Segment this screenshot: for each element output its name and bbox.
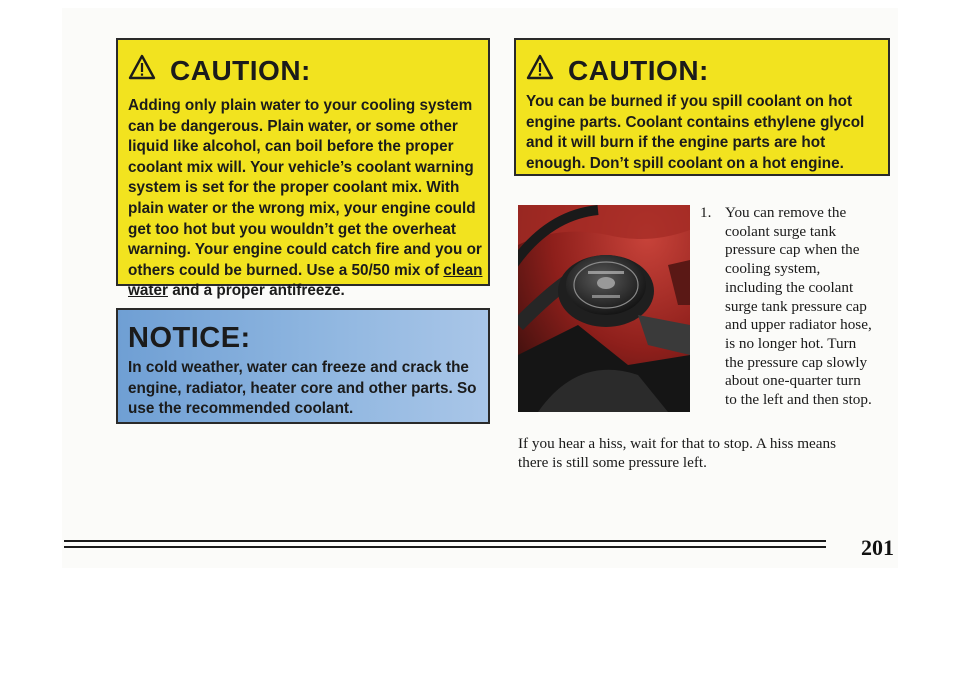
coolant-cap-photo xyxy=(518,205,690,412)
step-text xyxy=(725,204,893,410)
caution-line: liquid like alcohol, can boil before the proper xyxy=(128,138,454,156)
step-line: is no longer hot. Turn xyxy=(725,334,857,352)
caution-text xyxy=(128,96,488,302)
caution-line-text: others could be burned. Use a 50/50 mix of xyxy=(128,261,440,279)
step-line: the pressure cap slowly xyxy=(725,353,868,371)
step-number: 1. xyxy=(700,204,712,221)
step-line: to the left and then stop. xyxy=(725,391,872,409)
caution-line: enough. Don’t spill coolant on a hot engine. xyxy=(526,154,844,172)
notice-text xyxy=(128,358,488,420)
notice-line: In cold weather, water can freeze and crack the xyxy=(128,359,469,376)
footer-rule-bottom xyxy=(64,546,826,548)
caution-line: system is set for the proper coolant mix. With xyxy=(128,179,460,197)
caution-text xyxy=(526,92,888,174)
caution-line xyxy=(128,261,488,282)
warning-triangle-icon xyxy=(128,54,156,87)
clean-water-link-cont: water xyxy=(128,282,168,300)
notice-title: NOTICE: xyxy=(128,322,251,354)
caution-line: warning. Your engine could catch fire and you or xyxy=(128,241,482,259)
notice-box-cold-weather xyxy=(116,308,490,424)
caution-title-text: CAUTION: xyxy=(568,54,709,86)
step-line: cooling system, xyxy=(725,260,821,278)
notice-line: use the recommended coolant. xyxy=(128,400,354,418)
notice-line: engine, radiator, heater core and other parts. So xyxy=(128,379,477,397)
paragraph-line: there is still some pressure left. xyxy=(518,454,707,471)
caution-box-cooling-water xyxy=(116,38,490,300)
caution-line: and it will burn if the engine parts are hot xyxy=(526,134,826,152)
step-line: pressure cap when the xyxy=(725,241,860,259)
step-line: surge tank pressure cap xyxy=(725,297,867,315)
caution-line: can be dangerous. Plain water, or some other xyxy=(128,117,458,135)
caution-line xyxy=(128,281,488,302)
caution-title xyxy=(526,54,709,87)
hiss-paragraph xyxy=(518,434,890,472)
caution-line: You can be burned if you spill coolant on hot xyxy=(526,93,853,110)
caution-line-text: and a proper antifreeze. xyxy=(167,282,345,300)
warning-triangle-icon xyxy=(526,54,554,87)
caution-title xyxy=(128,54,311,87)
step-line: about one-quarter turn xyxy=(725,372,861,390)
caution-line: engine parts. Coolant contains ethylene glycol xyxy=(526,113,865,131)
caution-line: coolant mix will. Your vehicle’s coolant warning xyxy=(128,158,474,176)
page-number: 201 xyxy=(861,535,894,560)
step-line: coolant surge tank xyxy=(725,222,837,240)
clean-water-link: clean xyxy=(443,261,483,279)
caution-line: Adding only plain water to your cooling system xyxy=(128,97,473,114)
caution-line: plain water or the wrong mix, your engine could xyxy=(128,199,476,217)
step-line: and upper radiator hose, xyxy=(725,316,872,334)
step-line: including the coolant xyxy=(725,278,854,296)
caution-title-text: CAUTION: xyxy=(170,54,311,86)
step-line: You can remove the xyxy=(725,204,847,221)
paragraph-line: If you hear a hiss, wait for that to stop. A hiss means xyxy=(518,435,837,452)
caution-line: get too hot but you wouldn’t get the overheat xyxy=(128,220,457,238)
caution-box-hot-coolant xyxy=(514,38,890,176)
footer-rule-top xyxy=(64,540,826,542)
